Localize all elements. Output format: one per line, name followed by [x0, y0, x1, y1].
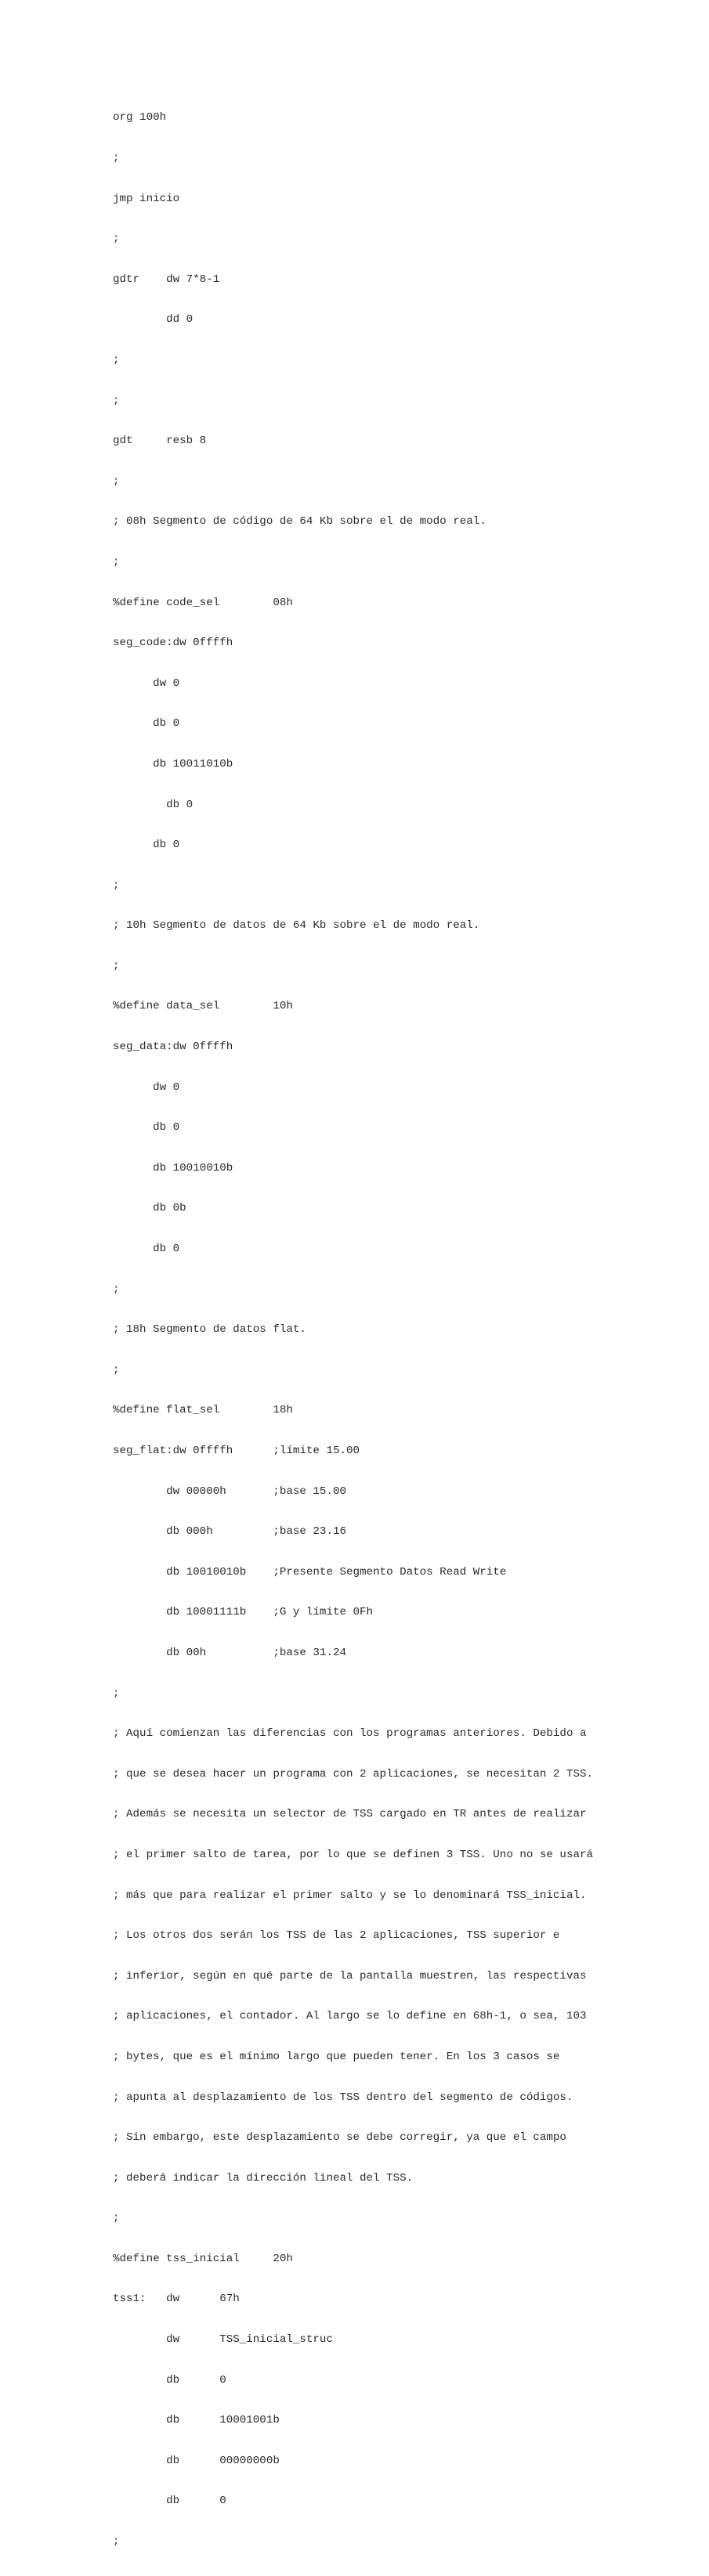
code-line: ; Además se necesita un selector de TSS cargado en TR antes de realizar [113, 1808, 587, 1821]
code-line: db 0 [113, 839, 180, 852]
code-line: ; [113, 152, 120, 164]
code-line: gdtr dw 7*8-1 [113, 272, 220, 286]
code-line: %define tss_inicial 20h [113, 2252, 293, 2265]
code-line: db 10010010b [113, 1161, 233, 1174]
code-line: ; 18h Segmento de datos flat. [113, 1323, 306, 1337]
code-line: ; [113, 353, 120, 366]
code-line: ; [113, 1363, 120, 1376]
code-line: dw 00000h ;base 15.00 [113, 1485, 346, 1498]
code-line: ; [113, 1283, 120, 1296]
code-line: org 100h [113, 111, 167, 124]
code-line: ; bytes, que es el mínimo largo que pueden tener. En los 3 casos se [113, 2050, 560, 2063]
code-line: ; Los otros dos serán los TSS de las 2 aplicaciones, TSS superior e [113, 1929, 560, 1943]
code-line: ; el primer salto de tarea, por lo que se definen 3 TSS. Uno no se usará [113, 1848, 593, 1861]
code-line: jmp inicio [113, 192, 180, 205]
code-line: ; Sin embargo, este desplazamiento se debe corregir, ya que el campo [113, 2131, 566, 2145]
code-line: ; 08h Segmento de código de 64 Kb sobre el de modo real. [113, 515, 487, 529]
code-line: ; apunta al desplazamiento de los TSS dentro del segmento de códigos. [113, 2091, 573, 2104]
code-line: db 0 [113, 717, 180, 731]
code-line: ; [113, 555, 120, 568]
code-line: ; inferior, según en qué parte de la pantalla muestren, las respectivas [113, 1969, 587, 1983]
code-line: db 000h ;base 23.16 [113, 1525, 346, 1539]
code-line: dw TSS_inicial_struc [113, 2333, 333, 2347]
code-line: ; [113, 2535, 120, 2549]
code-line: seg_code:dw 0ffffh [113, 637, 233, 650]
code-line: ; [113, 394, 120, 407]
code-line: dw 0 [113, 676, 180, 690]
code-line: seg_data:dw 0ffffh [113, 1041, 233, 1054]
code-line: %define data_sel 10h [113, 1000, 293, 1013]
code-line: %define code_sel 08h [113, 596, 293, 609]
code-line: db 10001001b [113, 2414, 280, 2427]
code-line: ; 10h Segmento de datos de 64 Kb sobre el de modo real. [113, 919, 480, 933]
code-line: ; [113, 2212, 120, 2225]
code-line: ; [113, 879, 120, 892]
code-line: %define flat_sel 18h [113, 1404, 293, 1417]
code-line: ; [113, 959, 120, 972]
code-line: db 10011010b [113, 757, 233, 770]
code-line: ; Aquí comienzan las diferencias con los programas anteriores. Debido a [113, 1727, 587, 1741]
code-line: dw 0 [113, 1081, 180, 1094]
code-line: db 0b [113, 1202, 186, 1215]
code-line: gdt resb 8 [113, 435, 207, 448]
code-line: db 0 [113, 798, 194, 811]
code-line: db 00000000b [113, 2454, 280, 2467]
code-line: ; más que para realizar el primer salto y se lo denominará TSS_inicial. [113, 1889, 587, 1902]
code-line: tss1: dw 67h [113, 2293, 240, 2306]
code-line: seg_flat:dw 0ffffh ;límite 15.00 [113, 1445, 360, 1457]
code-line: ; [113, 233, 120, 246]
code-line: ; aplicaciones, el contador. Al largo se lo define en 68h-1, o sea, 103 [113, 2010, 587, 2023]
code-line: ; [113, 474, 120, 488]
code-line: db 0 [113, 1243, 180, 1256]
code-line: ; deberá indicar la dirección lineal del TSS. [113, 2171, 414, 2185]
assembly-code-listing [113, 85, 593, 2576]
code-line: db 0 [113, 1121, 180, 1135]
code-line: db 0 [113, 2373, 226, 2387]
code-line: dd 0 [113, 313, 194, 327]
code-line: ; que se desea hacer un programa con 2 aplicaciones, se necesitan 2 TSS. [113, 1767, 593, 1780]
code-line: db 0 [113, 2495, 226, 2508]
code-line: db 10001111b ;G y límite 0Fh [113, 1606, 374, 1619]
code-line: db 00h ;base 31.24 [113, 1646, 346, 1659]
code-line: ; [113, 1687, 120, 1700]
code-line: db 10010010b ;Presente Segmento Datos Read Write [113, 1565, 507, 1578]
